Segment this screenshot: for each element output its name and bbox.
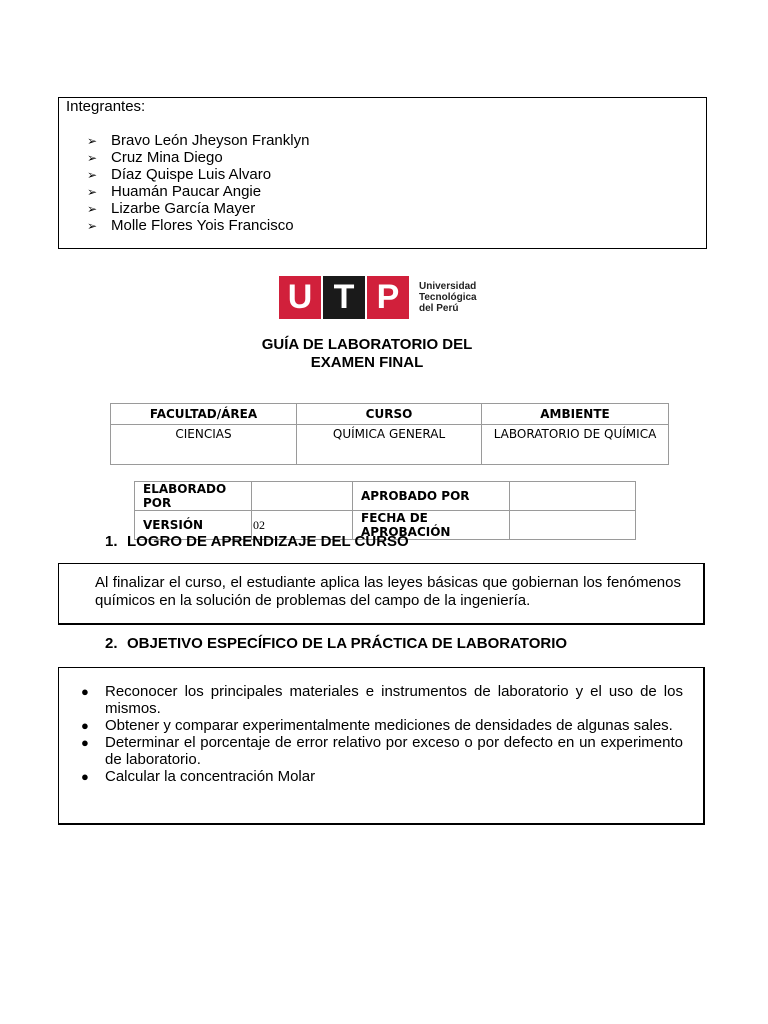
objectives-box — [58, 667, 705, 825]
objective-text: Determinar el porcentaje de error relativo por exceso o por defecto en un experimento de laboratorio. — [105, 734, 683, 768]
bullet-icon: ● — [81, 684, 89, 699]
list-item — [87, 200, 309, 217]
section-number: 1. — [105, 533, 118, 550]
member-name: Díaz Quispe Luis Alvaro — [111, 166, 272, 183]
cell-course: QUÍMICA GENERAL — [297, 425, 482, 465]
elaborated-label: ELABORADO POR — [135, 482, 252, 511]
section-2-heading — [105, 635, 567, 652]
members-list — [87, 132, 309, 234]
approved-label: APROBADO POR — [353, 482, 510, 511]
section-title: OBJETIVO ESPECÍFICO DE LA PRÁCTICA DE LABORATORIO — [127, 635, 568, 652]
objectives-list — [77, 683, 683, 785]
member-name: Molle Flores Yois Francisco — [111, 217, 294, 234]
header-faculty: FACULTAD/ÁREA — [111, 404, 297, 425]
logo-university-name — [419, 281, 477, 314]
objective-text: Calcular la concentración Molar — [105, 768, 316, 785]
version-label: VERSIÓN — [135, 511, 252, 540]
info-table — [110, 403, 669, 465]
arrow-bullet-icon: ➢ — [87, 168, 98, 182]
bullet-icon: ● — [81, 735, 89, 750]
logo-letter-u: U — [279, 276, 321, 319]
approval-date-value — [510, 511, 636, 540]
arrow-bullet-icon: ➢ — [87, 185, 98, 199]
members-heading: Integrantes: — [66, 98, 146, 115]
members-box — [58, 97, 707, 249]
learning-outcome-box — [58, 563, 705, 625]
list-item — [87, 183, 309, 200]
document-title — [0, 336, 734, 372]
section-number: 2. — [105, 635, 118, 652]
logo-name-line: Universidad — [419, 281, 477, 292]
list-item — [77, 683, 683, 717]
member-name: Bravo León Jheyson Franklyn — [111, 132, 310, 149]
approval-table — [134, 481, 636, 540]
list-item — [77, 734, 683, 768]
list-item — [87, 149, 309, 166]
arrow-bullet-icon: ➢ — [87, 219, 98, 233]
logo-letter-p: P — [367, 276, 409, 319]
list-item — [87, 166, 309, 183]
title-line-2: EXAMEN FINAL — [310, 354, 424, 371]
cell-environment: LABORATORIO DE QUÍMICA — [482, 425, 669, 465]
list-item — [77, 768, 683, 785]
list-item — [77, 717, 683, 734]
member-name: Huamán Paucar Angie — [111, 183, 262, 200]
cell-faculty: CIENCIAS — [111, 425, 297, 465]
bullet-icon: ● — [81, 769, 89, 784]
utp-logo — [279, 276, 481, 319]
header-course: CURSO — [297, 404, 482, 425]
approved-value — [510, 482, 636, 511]
objective-text: Reconocer los principales materiales e instrumentos de laboratorio y el uso de los mismos. — [105, 683, 683, 717]
logo-name-line: del Perú — [419, 303, 459, 314]
elaborated-value — [252, 482, 353, 511]
list-item — [87, 217, 309, 234]
logo-letter-t: T — [323, 276, 365, 319]
member-name: Cruz Mina Diego — [111, 149, 223, 166]
list-item — [87, 132, 309, 149]
member-name: Lizarbe García Mayer — [111, 200, 256, 217]
arrow-bullet-icon: ➢ — [87, 134, 98, 148]
arrow-bullet-icon: ➢ — [87, 151, 98, 165]
arrow-bullet-icon: ➢ — [87, 202, 98, 216]
objective-text: Obtener y comparar experimentalmente mediciones de densidades de algunas sales. — [105, 717, 673, 734]
section-title: LOGRO DE APRENDIZAJE DEL CURSO — [127, 533, 409, 550]
approval-date-label: FECHA DE APROBACIÓN — [353, 511, 510, 540]
version-value: 02 — [252, 511, 353, 540]
logo-name-line: Tecnológica — [419, 292, 477, 303]
header-environment: AMBIENTE — [482, 404, 669, 425]
title-line-1: GUÍA DE LABORATORIO DEL — [261, 336, 473, 353]
bullet-icon: ● — [81, 718, 89, 733]
learning-outcome-text: Al finalizar el curso, el estudiante aplica las leyes básicas que gobiernan los fenómenos químicos en la solución de problemas del campo de la ingeniería. — [95, 574, 681, 609]
section-1-heading — [105, 533, 409, 550]
